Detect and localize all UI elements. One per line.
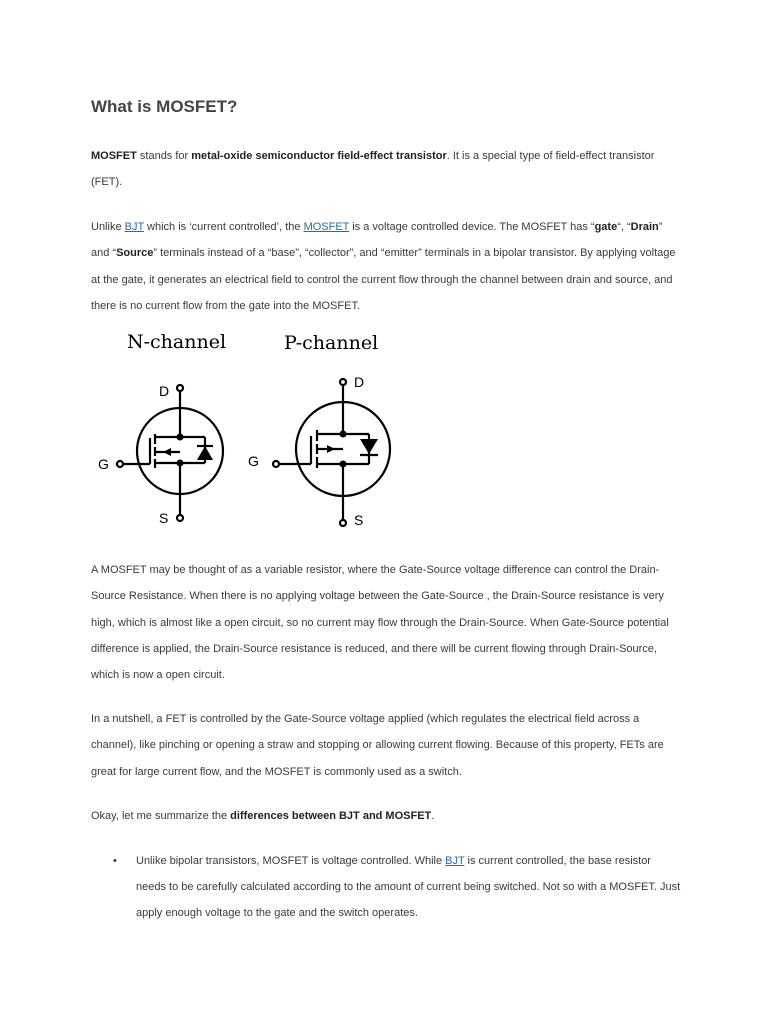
- variable-resistor-paragraph: A MOSFET may be thought of as a variable resistor, where the Gate-Source voltage difference can control the Drain-Source Resistance. When there is no applying voltage between the Gate-Source , the Drain-Source resistance is very high, which is almost like a open circuit, so no current may flow through the Drain-Source. When Gate-Source potential difference is applied, the Drain-Source resistance is reduced, and there will be current flowing through Drain-Source, which is now a open circuit.: [91, 564, 669, 682]
- p-source-label: S: [354, 512, 364, 528]
- text-run: Unlike bipolar transistors, MOSFET is voltage controlled. While: [136, 855, 446, 867]
- text-run: ” and “: [91, 221, 663, 260]
- bold-term: metal-oxide semiconductor field-effect transistor: [191, 150, 447, 162]
- page-title: What is MOSFET?: [91, 97, 238, 116]
- n-gate-label: G: [98, 456, 109, 472]
- mosfet-link[interactable]: MOSFET: [303, 221, 350, 233]
- summary-intro-paragraph: [91, 803, 683, 829]
- bold-term: Source: [116, 247, 154, 260]
- n-source-label: S: [159, 510, 169, 526]
- text-run: is a voltage controlled device. The MOSFET has “: [349, 221, 595, 233]
- mosfet-symbols-figure: [93, 326, 403, 530]
- bold-term: differences between BJT and MOSFET: [230, 810, 432, 822]
- bjt-link[interactable]: BJT: [445, 855, 465, 867]
- n-channel-symbol: [117, 385, 223, 521]
- intro-paragraph: [91, 143, 683, 196]
- text-run: . It is a special type of field-effect transistor (FET).: [91, 150, 655, 189]
- text-run: .: [431, 810, 435, 822]
- n-drain-label: D: [159, 383, 170, 399]
- p-gate-label: G: [248, 453, 259, 469]
- text-run: which is ‘current controlled’, the: [143, 221, 304, 233]
- nutshell-paragraph: In a nutshell, a FET is controlled by the Gate-Source voltage applied (which regulates the electrical field across a channel), like pinching or opening a straw and stopping or allowing current flowing. Because of this property, FETs are great for large current flow, and the MOSFET is commonly used as a switch.: [91, 713, 664, 778]
- p-channel-symbol: [273, 379, 390, 526]
- bold-term: gate: [594, 221, 618, 233]
- text-run: “, “: [617, 221, 631, 233]
- text-run: is current controlled, the base resistor needs to be carefully calculated according to the amount of current being switched. Not so with a MOSFET. Just apply enough voltage to the gate and the switch operates.: [136, 855, 681, 919]
- bold-term: MOSFET: [91, 150, 137, 162]
- differences-list: [91, 848, 683, 926]
- text-run: Unlike: [91, 221, 125, 233]
- p-drain-label: D: [354, 374, 365, 390]
- bold-term: Drain: [630, 221, 659, 233]
- bjt-link[interactable]: BJT: [124, 221, 144, 233]
- bullet-icon: •: [113, 855, 117, 867]
- text-run: ” terminals instead of a “base”, “collector”, and “emitter” terminals in a bipolar transistor. By applying voltage at the gate, it generates an electrical field to control the current flow through the channel between drain and source, and there is no current flow from the gate into the MOSFET.: [91, 247, 676, 312]
- text-run: Okay, let me summarize the: [91, 810, 231, 822]
- list-item: [91, 848, 683, 926]
- text-run: stands for: [136, 150, 192, 162]
- n-channel-title: N-channel: [127, 331, 227, 353]
- p-channel-title: P-channel: [284, 332, 379, 354]
- bjt-vs-mosfet-paragraph: [91, 214, 683, 319]
